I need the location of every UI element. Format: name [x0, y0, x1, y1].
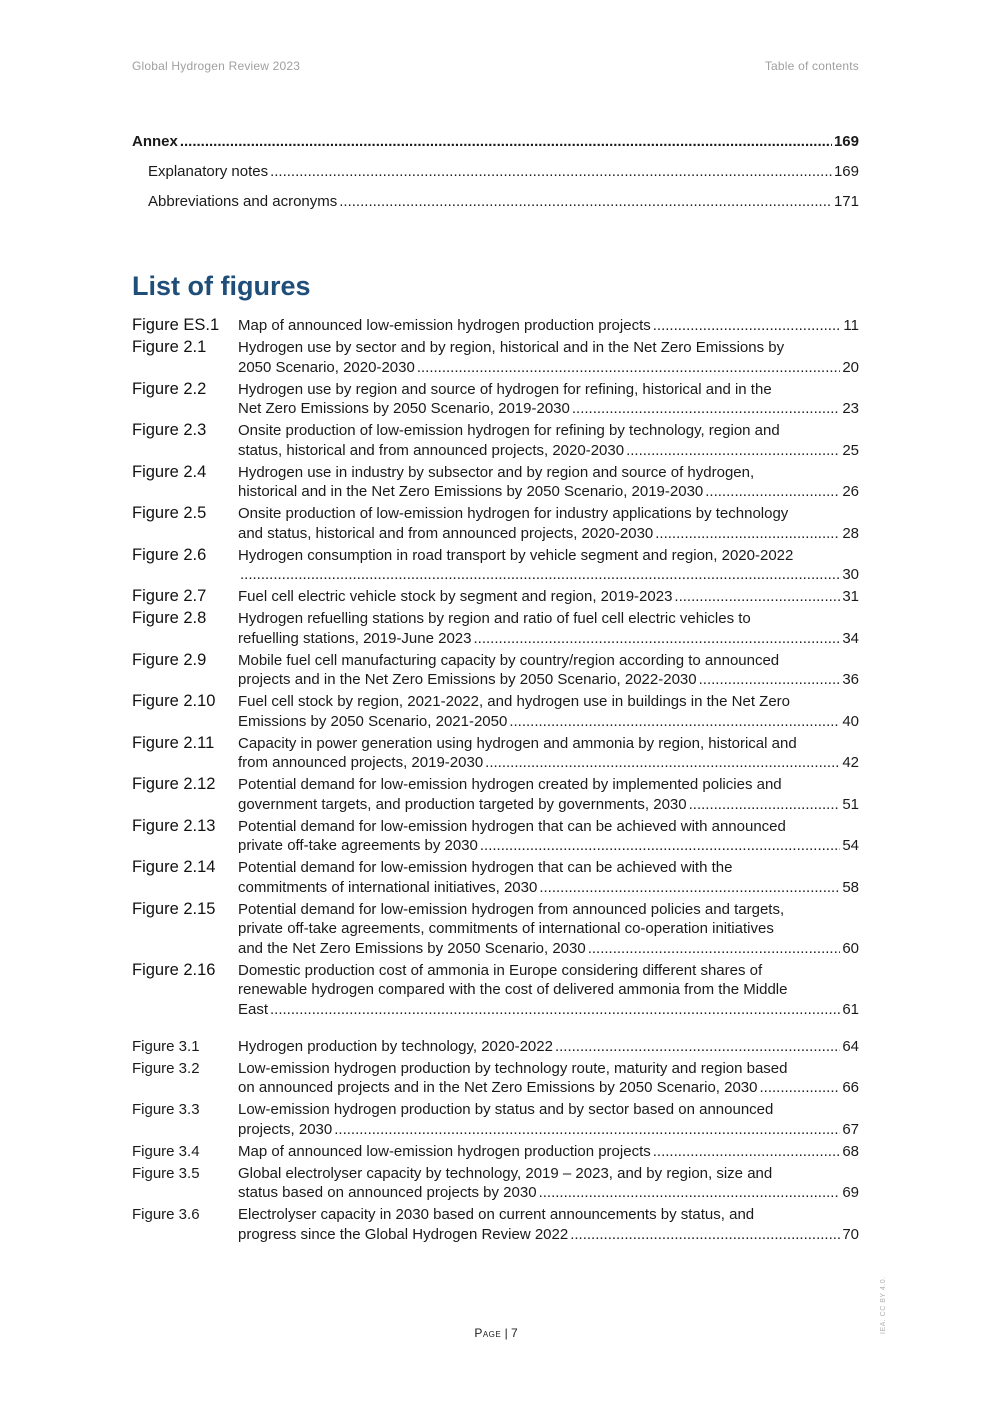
- dot-leader: [653, 316, 842, 336]
- figure-caption: [238, 1205, 859, 1244]
- caption-text: Fuel cell electric vehicle stock by segment and region, 2019-2023: [238, 588, 673, 605]
- figure-entry[interactable]: [132, 858, 859, 897]
- caption-line: renewable hydrogen compared with the cost of delivered ammonia from the Middle: [238, 981, 788, 998]
- caption-line: Fuel cell stock by region, 2021-2022, and hydrogen use in buildings in the Net Zero: [238, 693, 791, 710]
- table-of-contents: [132, 133, 859, 223]
- caption-text: and the Net Zero Emissions by 2050 Scenario, 2030: [238, 939, 586, 957]
- caption-text: progress since the Global Hydrogen Review 2022: [238, 1225, 569, 1243]
- figure-entry[interactable]: [132, 380, 859, 419]
- figure-label: Figure 2.8: [132, 609, 207, 627]
- dot-leader: [240, 565, 840, 585]
- caption-text: projects, 2030: [238, 1120, 333, 1138]
- dot-leader: [480, 836, 840, 856]
- caption-last-line: [238, 358, 859, 378]
- figure-entry[interactable]: [132, 1205, 859, 1244]
- figure-caption: [238, 1142, 859, 1162]
- figure-label: Figure 2.14: [132, 858, 216, 876]
- figure-page: 66: [842, 1079, 859, 1096]
- caption-text: status, historical and from announced projects, 2020-2030: [238, 441, 625, 459]
- caption-line: Onsite production of low-emission hydrogen for industry applications by technology: [238, 505, 789, 522]
- figure-entry[interactable]: [132, 1059, 859, 1098]
- dot-leader: [699, 670, 841, 690]
- figure-page: 60: [842, 939, 859, 957]
- dot-leader: [689, 795, 841, 815]
- figure-page: 51: [842, 795, 859, 813]
- caption-text: Emissions by 2050 Scenario, 2021-2050: [238, 712, 508, 730]
- caption-last-line: [238, 1225, 859, 1245]
- caption-last-line: [238, 1000, 859, 1020]
- figure-label: Figure 2.11: [132, 733, 215, 752]
- figure-page: 34: [842, 629, 859, 647]
- figure-label: Figure 2.5: [132, 504, 207, 522]
- caption-last-line: [238, 316, 859, 336]
- toc-entry-title: Annex: [132, 133, 178, 150]
- figure-caption: [238, 858, 859, 897]
- figure-label: Figure 2.13: [132, 816, 216, 835]
- figure-caption: [238, 421, 859, 460]
- dot-leader: [539, 1183, 841, 1203]
- figure-caption: [238, 1059, 859, 1098]
- figure-caption: [238, 504, 859, 543]
- figure-caption: [238, 734, 859, 773]
- caption-line: Hydrogen consumption in road transport by vehicle segment and region, 2020-2022: [238, 546, 794, 564]
- figure-entry[interactable]: [132, 463, 859, 502]
- figure-caption: [238, 463, 859, 502]
- caption-line: Hydrogen refuelling stations by region and ratio of fuel cell electric vehicles to: [238, 610, 751, 627]
- dot-leader: [653, 1142, 841, 1162]
- caption-last-line: [238, 939, 859, 959]
- figure-entry[interactable]: [132, 1037, 859, 1057]
- figure-entry[interactable]: [132, 1142, 859, 1162]
- toc-entry[interactable]: [132, 193, 859, 223]
- figure-caption: [238, 817, 859, 856]
- caption-last-line: [238, 753, 859, 773]
- figure-page: 28: [842, 524, 859, 542]
- dot-leader: [674, 587, 840, 607]
- figure-entry[interactable]: [132, 338, 859, 377]
- dot-leader: [572, 399, 840, 419]
- figure-page: 30: [842, 566, 859, 583]
- figure-page: 67: [842, 1120, 859, 1138]
- figure-label: Figure 2.2: [132, 379, 207, 398]
- caption-line: Domestic production cost of ammonia in Europe considering different shares of: [238, 961, 763, 979]
- figure-label: Figure 3.1: [132, 1037, 200, 1055]
- caption-text: East: [238, 1000, 269, 1018]
- figure-entry[interactable]: [132, 734, 859, 773]
- list-of-figures: [132, 316, 859, 1247]
- figure-caption: [238, 546, 859, 585]
- caption-last-line: [238, 629, 859, 649]
- figure-label: Figure 2.9: [132, 650, 207, 669]
- caption-last-line: [238, 1078, 859, 1098]
- dot-leader: [705, 482, 840, 502]
- caption-text: from announced projects, 2019-2030: [238, 754, 484, 771]
- figure-caption: [238, 1100, 859, 1139]
- caption-last-line: [238, 399, 859, 419]
- caption-line: Mobile fuel cell manufacturing capacity by country/region according to announced: [238, 651, 780, 669]
- toc-entry-page: 169: [833, 133, 859, 150]
- figure-label: Figure 2.15: [132, 899, 216, 918]
- figure-entry[interactable]: [132, 1164, 859, 1203]
- page-number: | 7: [504, 1326, 518, 1340]
- figure-caption: [238, 1037, 859, 1057]
- figure-label: Figure 2.16: [132, 960, 216, 979]
- toc-entry[interactable]: [132, 163, 859, 193]
- figure-page: 69: [842, 1184, 859, 1201]
- dot-leader: [509, 712, 840, 732]
- figure-label: Figure 2.6: [132, 545, 207, 564]
- caption-line: Potential demand for low-emission hydrogen that can be achieved with announced: [238, 817, 786, 835]
- license-note: IEA. CC BY 4.0.: [880, 1276, 887, 1334]
- figure-entry[interactable]: [132, 609, 859, 648]
- page-footer: [0, 1326, 992, 1340]
- figure-page: 70: [842, 1225, 859, 1243]
- dot-leader: [588, 939, 841, 959]
- figure-caption: [238, 900, 859, 959]
- figure-caption: [238, 338, 859, 377]
- caption-line: Capacity in power generation using hydrogen and ammonia by region, historical and: [238, 734, 797, 752]
- figure-entry[interactable]: [132, 587, 859, 607]
- figure-entry[interactable]: [132, 421, 859, 460]
- figure-page: 61: [842, 1000, 859, 1018]
- caption-line: Potential demand for low-emission hydrogen that can be achieved with the: [238, 859, 733, 876]
- figure-label: Figure 2.1: [132, 338, 207, 356]
- caption-line: Global electrolyser capacity by technology, 2019 – 2023, and by region, size and: [238, 1164, 773, 1182]
- caption-last-line: [238, 1183, 859, 1203]
- figure-page: 31: [842, 588, 859, 605]
- caption-last-line: [238, 670, 859, 690]
- caption-line: Electrolyser capacity in 2030 based on current announcements by status, and: [238, 1206, 755, 1223]
- list-of-figures-heading: List of figures: [132, 271, 311, 301]
- caption-text: status based on announced projects by 2030: [238, 1184, 537, 1201]
- caption-last-line: [238, 1120, 859, 1140]
- figure-group-1: [132, 316, 859, 1019]
- figure-group-2: [132, 1037, 859, 1245]
- figure-page: 26: [842, 483, 859, 500]
- dot-leader: [417, 358, 841, 378]
- figure-label: Figure 3.3: [132, 1101, 200, 1118]
- caption-line: Low-emission hydrogen production by status and by sector based on announced: [238, 1101, 774, 1118]
- figure-label: Figure 3.5: [132, 1164, 200, 1182]
- caption-text: Map of announced low-emission hydrogen production projects: [238, 1142, 651, 1160]
- figure-page: 54: [842, 837, 859, 854]
- figure-caption: [238, 609, 859, 648]
- caption-text: 2050 Scenario, 2020-2030: [238, 358, 415, 376]
- dot-leader: [570, 1225, 840, 1245]
- caption-line: Potential demand for low-emission hydrogen created by implemented policies and: [238, 776, 782, 793]
- figure-caption: [238, 961, 859, 1020]
- caption-text: and status, historical and from announced projects, 2020-2030: [238, 524, 654, 542]
- figure-caption: [238, 587, 859, 607]
- caption-line: Hydrogen use by sector and by region, historical and in the Net Zero Emissions by: [238, 339, 785, 356]
- caption-line: Onsite production of low-emission hydrogen for refining by technology, region and: [238, 422, 780, 439]
- caption-last-line: [238, 587, 859, 607]
- figure-caption: [238, 692, 859, 731]
- caption-last-line: [238, 524, 859, 544]
- dot-leader: [180, 133, 832, 150]
- dot-leader: [270, 163, 832, 180]
- toc-entry-page: 171: [833, 193, 859, 210]
- dot-leader: [270, 1000, 840, 1020]
- page-word: Page: [474, 1326, 502, 1340]
- toc-entry-page: 169: [833, 163, 859, 180]
- figure-entry[interactable]: [132, 775, 859, 814]
- dot-leader: [339, 193, 832, 210]
- caption-last-line: [238, 878, 859, 898]
- dot-leader: [626, 441, 840, 461]
- figure-label: Figure 2.12: [132, 775, 216, 793]
- caption-text: government targets, and production targeted by governments, 2030: [238, 795, 687, 813]
- figure-page: 36: [842, 671, 859, 688]
- caption-text: historical and in the Net Zero Emissions by 2050 Scenario, 2019-2030: [238, 483, 704, 500]
- caption-text: Map of announced low-emission hydrogen production projects: [238, 317, 651, 334]
- figure-page: 58: [842, 878, 859, 896]
- figure-label: Figure 3.2: [132, 1059, 200, 1077]
- caption-last-line: [238, 712, 859, 732]
- figure-page: 42: [842, 754, 859, 771]
- figure-label: Figure 3.4: [132, 1142, 200, 1160]
- toc-entry-annex[interactable]: [132, 133, 859, 163]
- caption-line: Low-emission hydrogen production by technology route, maturity and region based: [238, 1059, 788, 1077]
- caption-last-line: [238, 482, 859, 502]
- figure-page: 20: [842, 358, 859, 376]
- figure-label: Figure ES.1: [132, 316, 220, 334]
- caption-text: Hydrogen production by technology, 2020-2022: [238, 1037, 553, 1055]
- figure-label: Figure 2.4: [132, 462, 207, 481]
- figure-page: 40: [842, 712, 859, 730]
- dot-leader: [474, 629, 841, 649]
- figure-label: Figure 2.3: [132, 421, 207, 439]
- figure-page: 23: [842, 400, 859, 417]
- caption-last-line: [238, 565, 859, 585]
- dot-leader: [555, 1037, 840, 1057]
- figure-caption: [238, 1164, 859, 1203]
- caption-text: private off-take agreements by 2030: [238, 837, 478, 854]
- figure-entry[interactable]: [132, 692, 859, 731]
- figure-page: 11: [843, 317, 859, 334]
- figure-entry[interactable]: [132, 817, 859, 856]
- caption-last-line: [238, 1037, 859, 1057]
- dot-leader: [655, 524, 840, 544]
- caption-text: on announced projects and in the Net Zero Emissions by 2050 Scenario, 2030: [238, 1079, 758, 1096]
- figure-entry[interactable]: [132, 961, 859, 1020]
- caption-text: commitments of international initiatives, 2030: [238, 878, 538, 896]
- caption-text: Net Zero Emissions by 2050 Scenario, 2019-2030: [238, 400, 570, 417]
- figure-label: Figure 2.10: [132, 692, 216, 710]
- figure-entry[interactable]: [132, 316, 859, 336]
- figure-entry[interactable]: [132, 546, 859, 585]
- dot-leader: [334, 1120, 840, 1140]
- caption-text: refuelling stations, 2019-June 2023: [238, 629, 472, 647]
- figure-caption: [238, 651, 859, 690]
- figure-entry[interactable]: [132, 504, 859, 543]
- toc-entry-title: Abbreviations and acronyms: [148, 193, 338, 210]
- caption-line: private off-take agreements, commitments of international co-operation initiatives: [238, 920, 774, 937]
- figure-entry[interactable]: [132, 900, 859, 959]
- caption-line: Potential demand for low-emission hydrogen from announced policies and targets,: [238, 900, 785, 918]
- figure-label: Figure 2.7: [132, 587, 207, 605]
- caption-last-line: [238, 441, 859, 461]
- dot-leader: [539, 878, 840, 898]
- caption-last-line: [238, 836, 859, 856]
- figure-entry[interactable]: [132, 651, 859, 690]
- figure-caption: [238, 775, 859, 814]
- figure-caption: [238, 316, 859, 336]
- caption-line: Hydrogen use by region and source of hydrogen for refining, historical and in the: [238, 380, 772, 398]
- figure-page: 68: [842, 1142, 859, 1160]
- dot-leader: [485, 753, 840, 773]
- header-section: Table of contents: [764, 59, 859, 73]
- header-doc-title: Global Hydrogen Review 2023: [132, 59, 301, 73]
- figure-entry[interactable]: [132, 1100, 859, 1139]
- caption-last-line: [238, 1142, 859, 1162]
- caption-text: projects and in the Net Zero Emissions by 2050 Scenario, 2022-2030: [238, 671, 697, 688]
- group-spacer: [132, 1022, 859, 1037]
- figure-label: Figure 3.6: [132, 1206, 200, 1223]
- toc-entry-title: Explanatory notes: [148, 163, 269, 180]
- figure-caption: [238, 380, 859, 419]
- caption-last-line: [238, 795, 859, 815]
- figure-page: 25: [842, 441, 859, 459]
- dot-leader: [760, 1078, 841, 1098]
- caption-line: Hydrogen use in industry by subsector and by region and source of hydrogen,: [238, 463, 755, 481]
- figure-page: 64: [842, 1037, 859, 1055]
